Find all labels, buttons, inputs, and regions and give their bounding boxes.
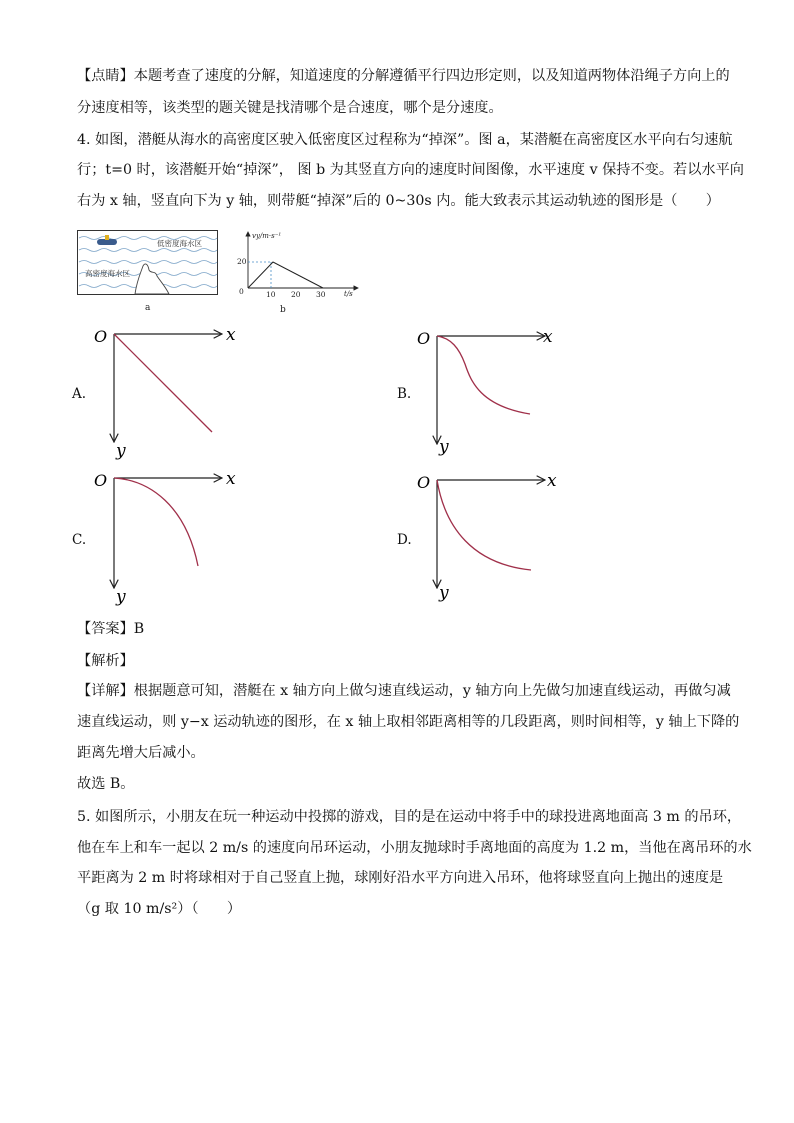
option-c-graph bbox=[90, 466, 250, 608]
high-density-label: 高密度海水区 bbox=[85, 269, 130, 278]
axis-x-label: x bbox=[226, 469, 236, 489]
answer: 【答案】B bbox=[77, 621, 145, 637]
trajectory-concave-up bbox=[437, 480, 531, 570]
trajectory-straight bbox=[114, 334, 212, 432]
option-b-graph bbox=[413, 324, 573, 464]
origin-o: O bbox=[94, 471, 108, 490]
q4-line-3: 右为 x 轴，竖直向下为 y 轴，则带艇“掉深”后的 0~30s 内。能大致表示其运动轨迹的图形是（ ） bbox=[77, 193, 720, 209]
q5-line-4: （g 取 10 m/s²）（ ） bbox=[77, 901, 242, 917]
axis-x-label: x bbox=[226, 325, 236, 345]
analysis-title: 【解析】 bbox=[77, 653, 134, 669]
option-a-graph bbox=[90, 322, 250, 462]
low-density-label: 低密度海水区 bbox=[157, 239, 202, 248]
choose-b: 故选 B。 bbox=[77, 776, 135, 792]
q4-line-2: 行；t=0 时，该潜艇开始“掉深”， 图 b 为其竖直方向的速度时间图像，水平速度 v 保持不变。若以水平向 bbox=[77, 162, 744, 178]
q5-line-2: 他在车上和车一起以 2 m/s 的速度向吊环运动，小朋友抛球时手离地面的高度为 1.2 m，当他在离吊环的水 bbox=[77, 840, 752, 856]
axis-x-label: x bbox=[547, 471, 557, 491]
x-tick-30: 30 bbox=[316, 290, 326, 299]
origin-label: 0 bbox=[239, 287, 244, 296]
x-tick-20: 20 bbox=[291, 290, 301, 299]
origin-o: O bbox=[94, 327, 108, 346]
axis-x-label: x bbox=[543, 327, 553, 347]
detail-line-3: 距离先增大后减小。 bbox=[77, 745, 205, 761]
figure-a-caption: a bbox=[145, 303, 151, 312]
figure-a bbox=[77, 230, 222, 312]
vy-t-line bbox=[248, 262, 323, 288]
comment-line-2: 分速度相等，该类型的题关键是找清哪个是合速度，哪个是分速度。 bbox=[77, 100, 503, 116]
q5-line-3: 平距离为 2 m 时将球相对于自己竖直上抛，球刚好沿水平方向进入吊环，他将球竖直向上抛出的速度是 bbox=[77, 870, 724, 886]
origin-o: O bbox=[417, 473, 431, 492]
vy-axis-label: vy/m·s⁻¹ bbox=[252, 232, 282, 240]
detail-line-1: 【详解】根据题意可知，潜艇在 x 轴方向上做匀速直线运动，y 轴方向上先做匀加速直线运动，再做匀减 bbox=[77, 683, 731, 699]
option-d-label[interactable]: D. bbox=[397, 532, 412, 548]
option-d-graph bbox=[413, 468, 573, 608]
axis-y-label: y bbox=[116, 587, 126, 607]
axis-y-label: y bbox=[116, 441, 126, 461]
x-tick-10: 10 bbox=[266, 290, 276, 299]
t-axis-label: t/s bbox=[344, 290, 353, 298]
detail-line-2: 速直线运动，则 y−x 运动轨迹的图形，在 x 轴上取相邻距离相等的几段距离，则时间相等，y 轴上下降的 bbox=[77, 714, 740, 730]
y-tick-20: 20 bbox=[237, 257, 247, 266]
q5-line-1: 5. 如图所示，小朋友在玩一种运动中投掷的游戏，目的是在运动中将手中的球投进离地面高 3 m 的吊环， bbox=[77, 809, 742, 825]
option-c-label[interactable]: C. bbox=[72, 532, 87, 548]
axis-y-label: y bbox=[439, 583, 449, 603]
trajectory-concave-down bbox=[114, 478, 198, 566]
comment-line-1: 【点睛】本题考查了速度的分解，知道速度的分解遵循平行四边形定则，以及知道两物体沿绳子方向上的 bbox=[77, 68, 730, 84]
option-b-label[interactable]: B. bbox=[397, 386, 412, 402]
q4-line-1: 4. 如图，潜艇从海水的高密度区驶入低密度区过程称为“掉深”。图 a，某潜艇在高密度区水平向右匀速航 bbox=[77, 132, 733, 148]
trajectory-s-curve bbox=[437, 336, 530, 414]
axis-y-label: y bbox=[439, 437, 449, 457]
origin-o: O bbox=[417, 329, 431, 348]
figure-b bbox=[236, 226, 366, 314]
option-a-label[interactable]: A. bbox=[72, 386, 87, 402]
figure-b-caption: b bbox=[280, 305, 286, 314]
